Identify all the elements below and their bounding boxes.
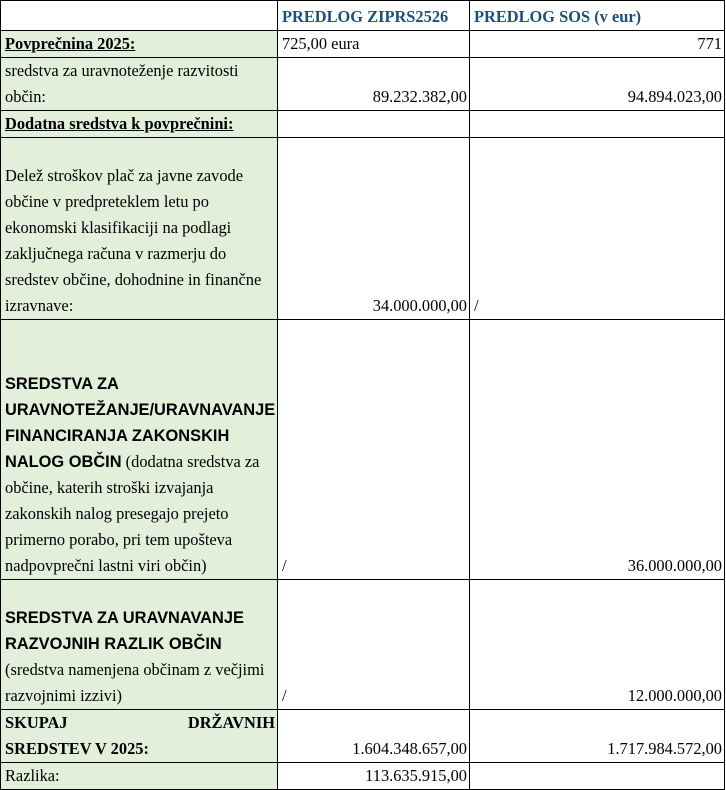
- skupaj-label[interactable]: [1, 710, 278, 763]
- row-zakonske: [1, 320, 725, 580]
- povprecnina-sos[interactable]: 771: [470, 31, 725, 58]
- zakonske-sos[interactable]: 36.000.000,00: [470, 320, 725, 580]
- razlika-sos[interactable]: [470, 763, 725, 790]
- razlika-label[interactable]: Razlika:: [1, 763, 278, 790]
- uravnotezenje-label[interactable]: sredstva za uravnoteženje razvitosti občin:: [1, 58, 278, 111]
- zakonske-label[interactable]: [1, 320, 278, 580]
- zakonske-label-rest: (dodatna sredstva za občine, katerih stroški izvajanja zakonskih nalog presegajo prejeto primerno porabo, pri tem upošteva nadpovprečni lastni viri občin): [5, 452, 260, 575]
- razvojne-label[interactable]: [1, 580, 278, 710]
- row-razlika: [1, 763, 725, 790]
- razvojne-ziprs[interactable]: /: [278, 580, 470, 710]
- header-row: [1, 1, 725, 31]
- skupaj-label-line1: [5, 710, 275, 736]
- skupaj-word1: SKUPAJ: [5, 713, 68, 732]
- razlika-ziprs[interactable]: 113.635.915,00: [278, 763, 470, 790]
- delez-label[interactable]: Delež stroškov plač za javne zavode občine v predpreteklem letu po ekonomski klasifikaciji na podlagi zaključnega računa v razmerju do sredstev občine, dohodnine in finančne izravnave:: [1, 138, 278, 320]
- povprecnina-ziprs[interactable]: 725,00 eura: [278, 31, 470, 58]
- razvojne-sos[interactable]: 12.000.000,00: [470, 580, 725, 710]
- zakonske-ziprs[interactable]: /: [278, 320, 470, 580]
- dodatna-sos[interactable]: [470, 111, 725, 138]
- razvojne-label-bold: SREDSTVA ZA URAVNAVANJE RAZVOJNIH RAZLIK OBČIN: [5, 609, 244, 653]
- skupaj-ziprs[interactable]: 1.604.348.657,00: [278, 710, 470, 763]
- skupaj-sos[interactable]: 1.717.984.572,00: [470, 710, 725, 763]
- row-delez: [1, 138, 725, 320]
- row-skupaj: [1, 710, 725, 763]
- header-ziprs[interactable]: PREDLOG ZIPRS2526: [278, 1, 470, 31]
- uravnotezenje-sos[interactable]: 94.894.023,00: [470, 58, 725, 111]
- povprecnina-label[interactable]: Povprečnina 2025:: [1, 31, 278, 58]
- dodatna-label[interactable]: Dodatna sredstva k povprečnini:: [1, 111, 278, 138]
- razvojne-label-rest: (sredstva namenjena občinam z večjimi razvojnimi izzivi): [5, 660, 265, 705]
- row-povprecnina: [1, 31, 725, 58]
- header-sos[interactable]: PREDLOG SOS (v eur): [470, 1, 725, 31]
- uravnotezenje-ziprs[interactable]: 89.232.382,00: [278, 58, 470, 111]
- row-razvojne: [1, 580, 725, 710]
- dodatna-ziprs[interactable]: [278, 111, 470, 138]
- row-uravnotezenje: [1, 58, 725, 111]
- header-empty-cell[interactable]: [1, 1, 278, 31]
- zakonske-label-bold: SREDSTVA ZA URAVNOTEŽANJE/URAVNAVANJE FINANCIRANJA ZAKONSKIH NALOG OBČIN: [5, 375, 276, 471]
- row-dodatna: [1, 111, 725, 138]
- skupaj-label-line2: SREDSTEV V 2025:: [5, 739, 149, 758]
- skupaj-word2: DRŽAVNIH: [187, 713, 275, 732]
- delez-ziprs[interactable]: 34.000.000,00: [278, 138, 470, 320]
- delez-sos[interactable]: /: [470, 138, 725, 320]
